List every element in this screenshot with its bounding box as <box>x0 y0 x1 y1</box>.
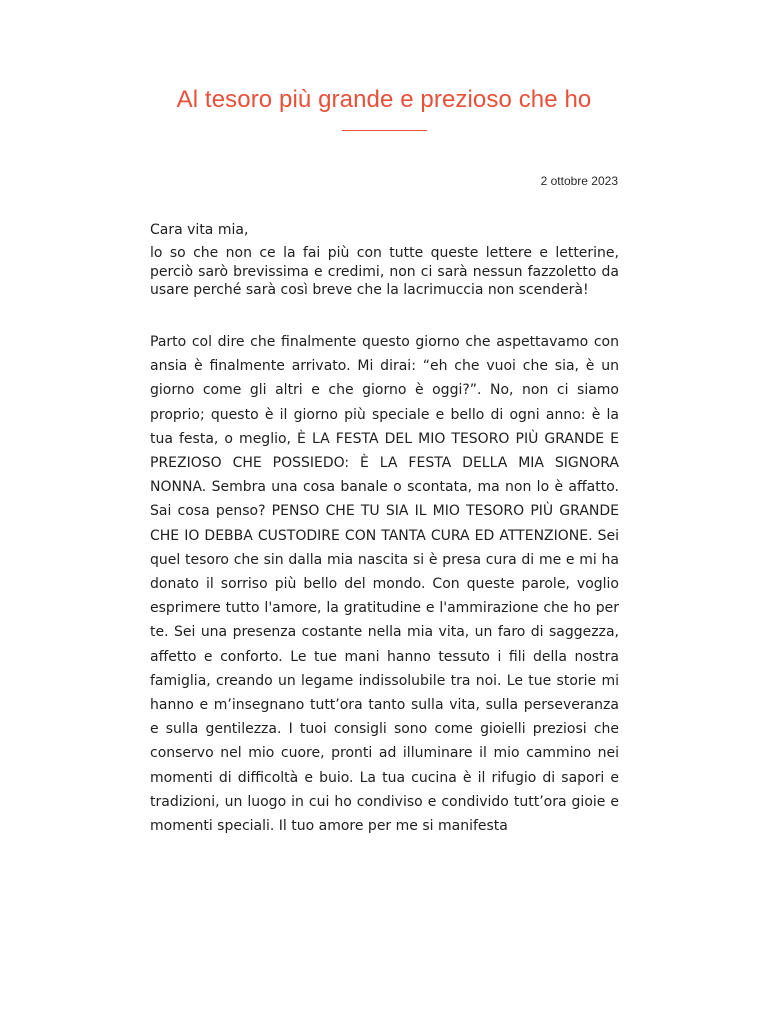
letter-date: 2 ottobre 2023 <box>540 174 618 188</box>
intro-text: lo so che non ce la fai più con tutte queste lettere e letterine, perciò sarò brevissima e credimi, non ci sarà nessun fazzoletto da usare perché sarà così breve che la lacrimuccia non scenderà! <box>150 245 619 298</box>
greeting-text: Cara vita mia, <box>150 222 249 238</box>
letter-title: Al tesoro più grande e prezioso che ho <box>176 86 592 113</box>
letter-greeting <box>150 220 619 240</box>
letter-main-paragraph <box>150 330 619 838</box>
main-text: Parto col dire che finalmente questo giorno che aspettavamo con ansia è finalmente arrivato. Mi dirai: “eh che vuoi che sia, è un giorno come gli altri e che giorno è oggi?”. No, non ci siamo proprio; questo è il giorno più speciale e bello di ogni anno: è la tua festa, o meglio, È LA FESTA DEL MIO TESORO PIÙ GRANDE E PREZIOSO CHE POSSIEDO: È LA FESTA DELLA MIA SIGNORA NONNA. Sembra una cosa banale o scontata, ma non lo è affatto. Sai cosa penso? PENSO CHE TU SIA IL MIO TESORO PIÙ GRANDE CHE IO DEBBA CUSTODIRE CON TANTA CURA ED ATTENZIONE. Sei quel tesoro che sin dalla mia nascita si è presa cura di me e mi ha donato il sorriso più bello del mondo. Con queste parole, voglio esprimere tutto l'amore, la gratitudine e l'ammirazione che ho per te. Sei una presenza costante nella mia vita, un faro di saggezza, affetto e conforto. Le tue mani hanno tessuto i fili della nostra famiglia, creando un legame indissolubile tra noi. Le tue storie mi hanno e m’insegnano tutt’ora tanto sulla vita, sulla perseveranza e sulla gentilezza. I tuoi consigli sono come gioielli preziosi che conservo nel mio cuore, pronti ad illuminare il mio cammino nei momenti di difficoltà e buio. La tua cucina è il rifugio di sapori e tradizioni, un luogo in cui ho condiviso e condivido tutt’ora gioie e momenti speciali. Il tuo amore per me si manifesta <box>150 334 619 835</box>
letter-intro-paragraph <box>150 244 619 300</box>
title-underline-divider <box>342 130 427 131</box>
